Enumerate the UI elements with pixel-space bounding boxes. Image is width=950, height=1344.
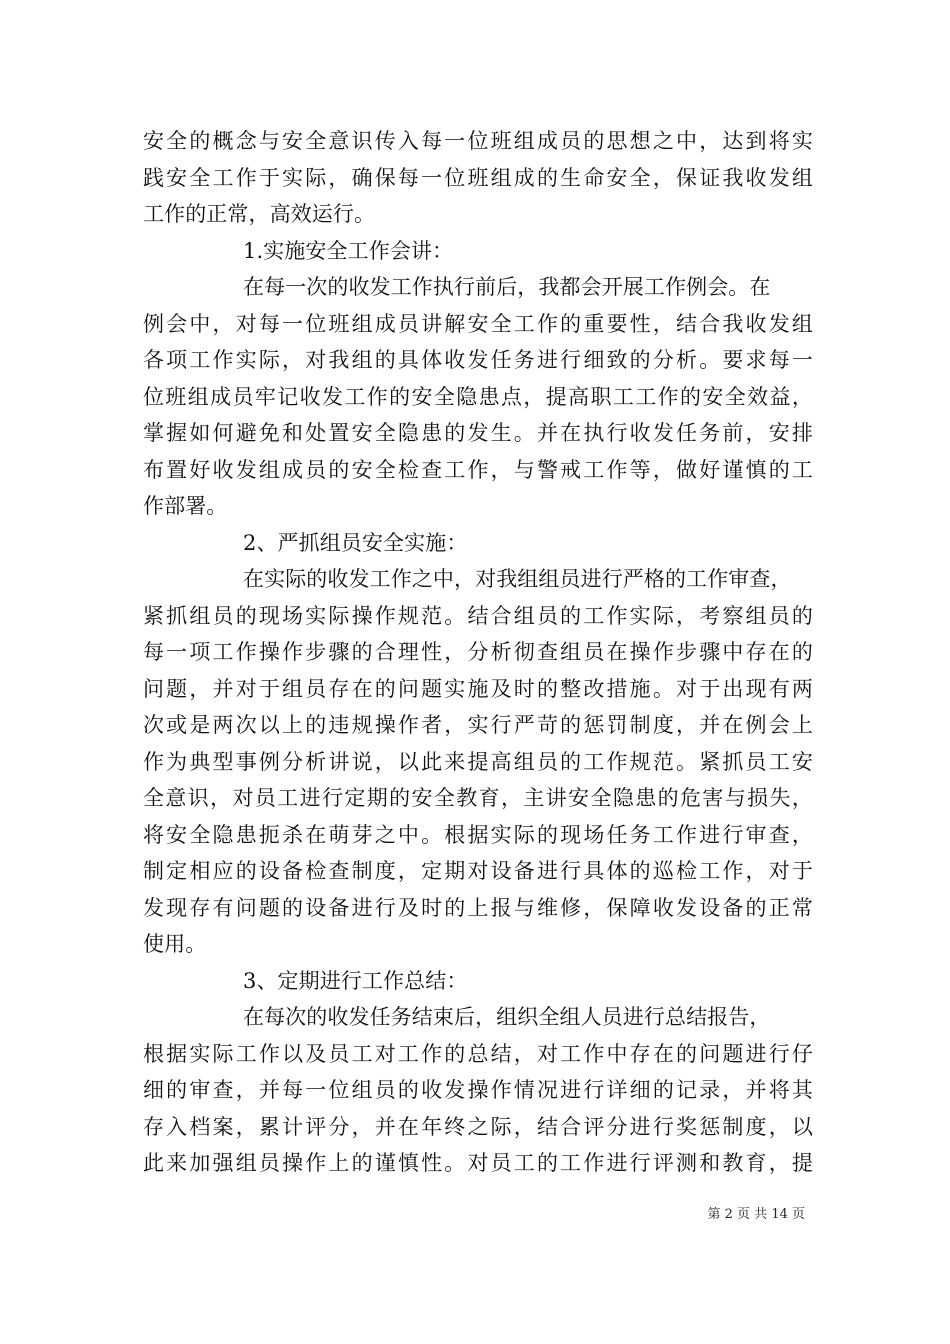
page-number-footer: 第 2 页 共 14 页: [707, 1207, 805, 1222]
document-body: [143, 123, 813, 1182]
text-line: 安全的概念与安全意识传入每一位班组成员的思想之中，达到将实: [143, 129, 813, 153]
section-heading: 3、定期进行工作总结：: [243, 968, 468, 993]
text-line: 问题，并对于组员存在的问题实施及时的整改措施。对于出现有两: [143, 676, 813, 701]
text-line: 在每次的收发任务结束后，组织全组人员进行总结报告，: [243, 1005, 771, 1029]
text-line: 此来加强组员操作上的谨慎性。对员工的工作进行评测和教育，提: [143, 1151, 813, 1175]
text-line: 存入档案，累计评分，并在年终之际，结合评分进行奖惩制度，以: [143, 1114, 813, 1139]
text-line: 将安全隐患扼杀在萌芽之中。根据实际的现场任务工作进行审查，: [143, 822, 813, 847]
text-line: 发现存有问题的设备进行及时的上报与维修，保障收发设备的正常: [143, 895, 813, 920]
text-line: 制定相应的设备检查制度，定期对设备进行具体的巡检工作，对于: [143, 859, 813, 883]
section-heading: 1.实施安全工作会讲：: [243, 238, 454, 263]
text-line: 在每一次的收发工作执行前后，我都会开展工作例会。在: [243, 275, 771, 299]
text-line: 位班组成员牢记收发工作的安全隐患点，提高职工工作的安全效益，: [143, 384, 813, 409]
text-line: 掌握如何避免和处置安全隐患的发生。并在执行收发任务前，安排: [143, 421, 813, 445]
text-line: 工作的正常，高效运行。: [143, 202, 376, 226]
text-line: 根据实际工作以及员工对工作的总结，对工作中存在的问题进行仔: [143, 1041, 813, 1066]
text-line: 践安全工作于实际，确保每一位班组成的生命安全，保证我收发组: [143, 165, 813, 190]
text-line: 细的审查，并每一位组员的收发操作情况进行详细的记录，并将其: [143, 1078, 813, 1102]
section-heading: 2、严抓组员安全实施：: [243, 530, 468, 555]
text-line: 例会中，对每一位班组成员讲解安全工作的重要性，结合我收发组: [143, 311, 813, 336]
text-line: 全意识，对员工进行定期的安全教育，主讲安全隐患的危害与损失，: [143, 786, 813, 810]
text-line: 作部署。: [143, 494, 228, 518]
text-line: 作为典型事例分析讲说，以此来提高组员的工作规范。紧抓员工安: [143, 749, 813, 774]
text-line: 次或是两次以上的违规操作者，实行严苛的惩罚制度，并在例会上: [143, 713, 813, 737]
text-line: 每一项工作操作步骤的合理性，分析彻查组员在操作步骤中存在的: [143, 640, 813, 664]
text-line: 在实际的收发工作之中，对我组组员进行严格的工作审查，: [243, 567, 792, 591]
text-line: 使用。: [143, 932, 207, 956]
text-line: 紧抓组员的现场实际操作规范。结合组员的工作实际，考察组员的: [143, 603, 813, 628]
text-line: 各项工作实际，对我组的具体收发任务进行细致的分析。要求每一: [143, 348, 813, 372]
text-line: 布置好收发组成员的安全检查工作，与警戒工作等，做好谨慎的工: [143, 457, 813, 482]
